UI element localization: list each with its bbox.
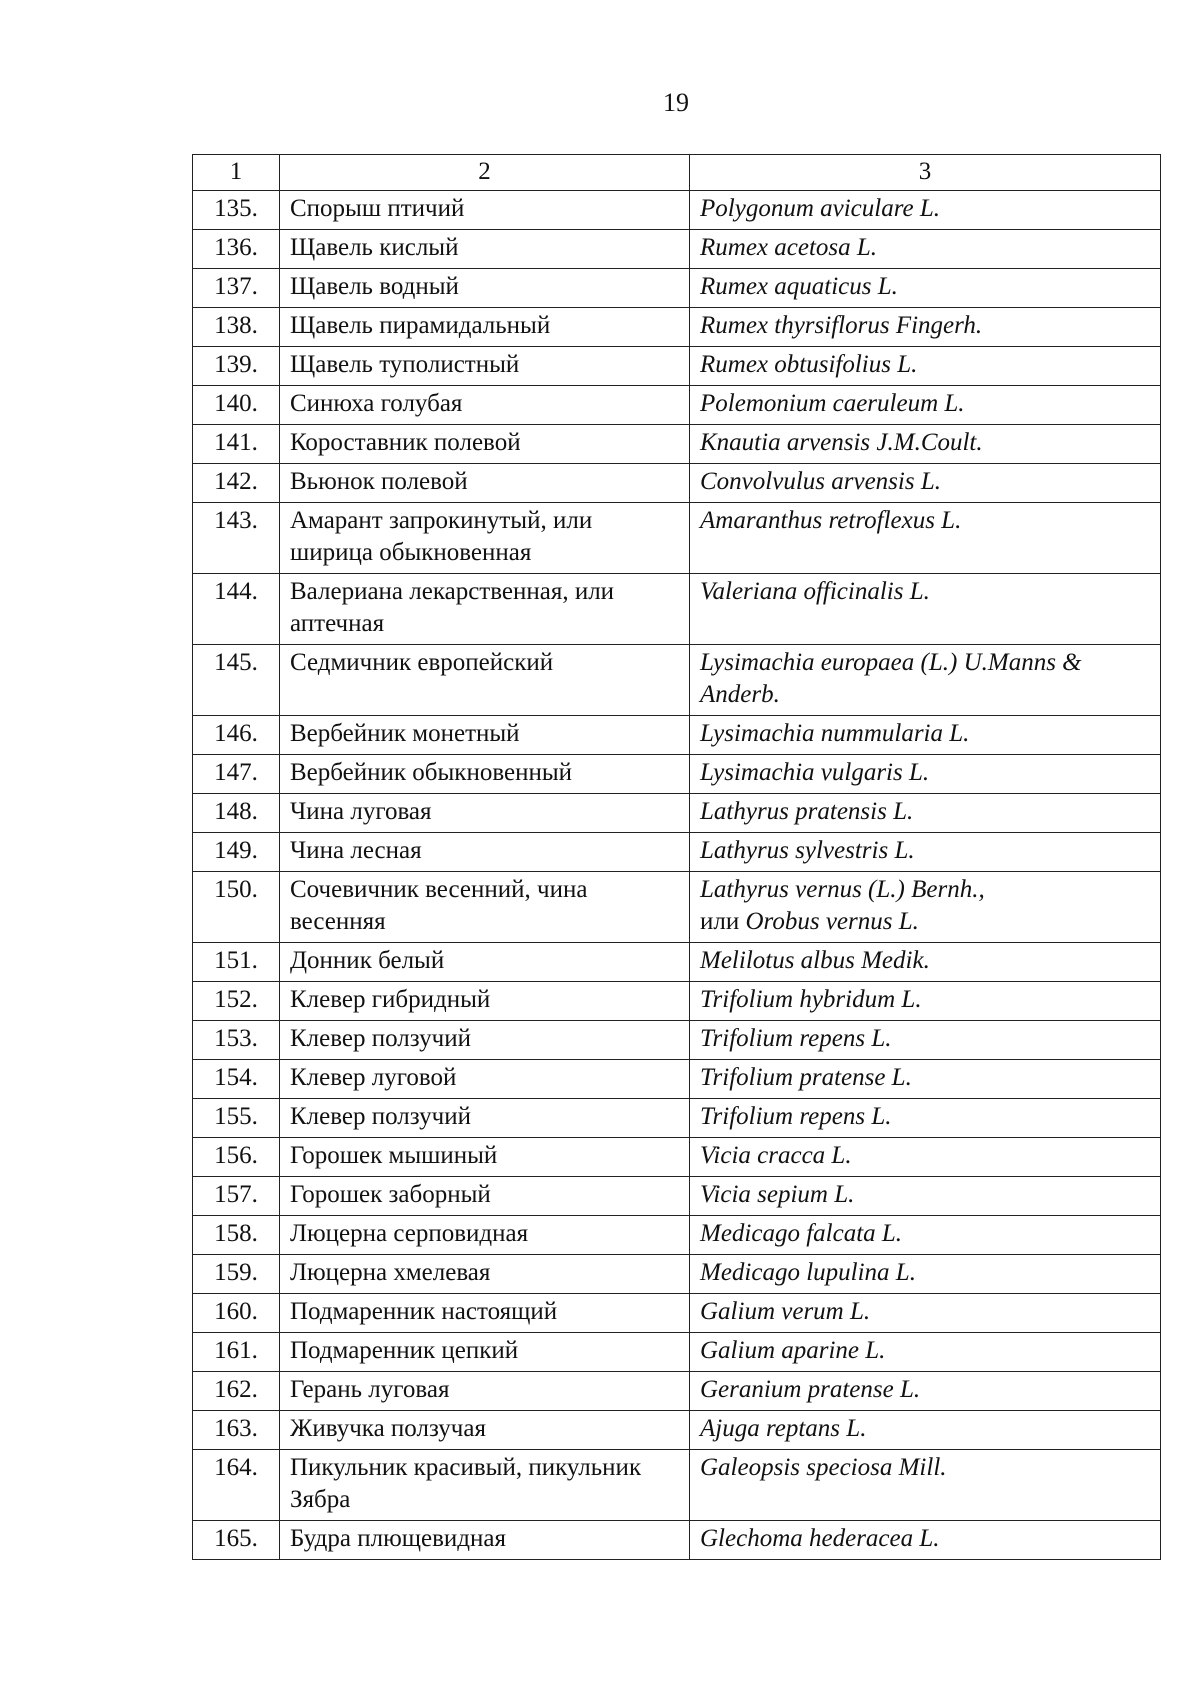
latin-name [690,1333,1161,1372]
row-number: 143. [193,503,280,574]
latin-name [690,1216,1161,1255]
latin-name-text: Vicia sepium L. [700,1181,855,1208]
russian-name: Клевер гибридный [280,982,690,1021]
latin-name [690,755,1161,794]
table-row [193,347,1161,386]
row-number: 155. [193,1099,280,1138]
table-row [193,1521,1161,1560]
latin-name [690,872,1161,943]
row-number: 137. [193,269,280,308]
row-number: 153. [193,1021,280,1060]
row-number: 159. [193,1255,280,1294]
table-row [193,308,1161,347]
russian-name: Вербейник монетный [280,716,690,755]
species-table [192,154,1161,1560]
table-row [193,191,1161,230]
latin-name-text: Polygonum aviculare L. [700,195,941,222]
latin-name-text: Rumex obtusifolius L. [700,351,918,378]
latin-name-text: Rumex aquaticus L. [700,273,898,300]
latin-name-text: Polemonium caeruleum L. [700,390,965,417]
latin-name-synonym [700,906,1152,938]
latin-name [690,574,1161,645]
russian-name: Сочевичник весенний, чина весенняя [280,872,690,943]
latin-name [690,1294,1161,1333]
russian-name: Вьюнок полевой [280,464,690,503]
table-row [193,1216,1161,1255]
latin-name-text: Lathyrus vernus (L.) Bernh., [700,876,985,903]
row-number: 141. [193,425,280,464]
russian-name: Будра плющевидная [280,1521,690,1560]
row-number: 154. [193,1060,280,1099]
russian-name: Клевер ползучий [280,1021,690,1060]
latin-name [690,308,1161,347]
russian-name: Щавель пирамидальный [280,308,690,347]
russian-name: Подмаренник настоящий [280,1294,690,1333]
russian-name: Горошек мышиный [280,1138,690,1177]
table-row [193,1450,1161,1521]
russian-name: Спорыш птичий [280,191,690,230]
latin-name-text: Trifolium pratense L. [700,1064,912,1091]
column-header-russian-name: 2 [280,155,690,191]
latin-name-text: Rumex thyrsiflorus Fingerh. [700,312,983,339]
row-number: 161. [193,1333,280,1372]
russian-name: Горошек заборный [280,1177,690,1216]
latin-name [690,645,1161,716]
latin-name-text: Melilotus albus Medik. [700,947,930,974]
latin-name-text: Valeriana officinalis L. [700,578,930,605]
row-number: 139. [193,347,280,386]
latin-name-text: Lathyrus pratensis L. [700,798,914,825]
table-row [193,386,1161,425]
latin-name-text: Lysimachia nummularia L. [700,720,970,747]
table-row [193,645,1161,716]
row-number: 165. [193,1521,280,1560]
synonym-name: Orobus vernus L. [745,908,919,935]
table-row [193,1294,1161,1333]
russian-name: Щавель туполистный [280,347,690,386]
russian-name: Валериана лекарственная, или аптечная [280,574,690,645]
latin-name-text: Galium aparine L. [700,1337,886,1364]
row-number: 142. [193,464,280,503]
latin-name-text: Rumex acetosa L. [700,234,878,261]
row-number: 156. [193,1138,280,1177]
page-number: 19 [663,88,689,117]
row-number: 146. [193,716,280,755]
latin-name-text: Ajuga reptans L. [700,1415,867,1442]
russian-name: Чина лесная [280,833,690,872]
russian-name: Седмичник европейский [280,645,690,716]
row-number: 160. [193,1294,280,1333]
table-row [193,230,1161,269]
latin-name [690,1450,1161,1521]
russian-name: Донник белый [280,943,690,982]
latin-name-text: Medicago falcata L. [700,1220,903,1247]
latin-name [690,1099,1161,1138]
russian-name: Герань луговая [280,1372,690,1411]
row-number: 162. [193,1372,280,1411]
row-number: 164. [193,1450,280,1521]
latin-name-text: Lathyrus sylvestris L. [700,837,915,864]
table-row [193,1021,1161,1060]
latin-name-text: Convolvulus arvensis L. [700,468,941,495]
table-row [193,943,1161,982]
latin-name-text: Galium verum L. [700,1298,871,1325]
latin-name [690,425,1161,464]
row-number: 135. [193,191,280,230]
row-number: 150. [193,872,280,943]
table-row [193,716,1161,755]
russian-name: Живучка ползучая [280,1411,690,1450]
russian-name: Люцерна серповидная [280,1216,690,1255]
latin-name-text: Lysimachia europaea (L.) U.Manns & Anderb. [700,649,1082,708]
latin-name [690,833,1161,872]
table-row [193,503,1161,574]
russian-name: Вербейник обыкновенный [280,755,690,794]
table-row [193,755,1161,794]
russian-name: Люцерна хмелевая [280,1255,690,1294]
table-row [193,1138,1161,1177]
latin-name-text: Trifolium repens L. [700,1025,892,1052]
table-row [193,794,1161,833]
latin-name [690,1138,1161,1177]
latin-name [690,1521,1161,1560]
latin-name [690,503,1161,574]
row-number: 163. [193,1411,280,1450]
latin-name [690,347,1161,386]
row-number: 152. [193,982,280,1021]
latin-name [690,1372,1161,1411]
row-number: 151. [193,943,280,982]
row-number: 140. [193,386,280,425]
latin-name [690,1060,1161,1099]
table-header-row [193,155,1161,191]
latin-name-text: Knautia arvensis J.M.Coult. [700,429,983,456]
latin-name-text: Amaranthus retroflexus L. [700,507,962,534]
row-number: 158. [193,1216,280,1255]
latin-name-text: Lysimachia vulgaris L. [700,759,930,786]
latin-name [690,943,1161,982]
russian-name: Подмаренник цепкий [280,1333,690,1372]
table-row [193,872,1161,943]
row-number: 149. [193,833,280,872]
table-row [193,1372,1161,1411]
latin-name [690,1177,1161,1216]
latin-name [690,230,1161,269]
latin-name [690,386,1161,425]
latin-name [690,982,1161,1021]
latin-name-text: Glechoma hederacea L. [700,1525,940,1552]
row-number: 144. [193,574,280,645]
russian-name: Короставник полевой [280,425,690,464]
latin-name [690,794,1161,833]
table-row [193,833,1161,872]
russian-name: Амарант запрокинутый, или ширица обыкновенная [280,503,690,574]
latin-name [690,1021,1161,1060]
table-row [193,269,1161,308]
russian-name: Пикульник красивый, пикульник Зябра [280,1450,690,1521]
latin-name-text: Medicago lupulina L. [700,1259,916,1286]
synonym-conjunction: или [700,908,740,935]
row-number: 148. [193,794,280,833]
table-row [193,1411,1161,1450]
latin-name [690,1255,1161,1294]
latin-name-text: Trifolium repens L. [700,1103,892,1130]
latin-name [690,1411,1161,1450]
row-number: 136. [193,230,280,269]
russian-name: Чина луговая [280,794,690,833]
table-row [193,1333,1161,1372]
latin-name [690,269,1161,308]
row-number: 157. [193,1177,280,1216]
russian-name: Щавель водный [280,269,690,308]
latin-name [690,191,1161,230]
table-row [193,464,1161,503]
row-number: 145. [193,645,280,716]
table-row [193,1255,1161,1294]
latin-name [690,716,1161,755]
table-row [193,1177,1161,1216]
russian-name: Синюха голубая [280,386,690,425]
latin-name-text: Galeopsis speciosa Mill. [700,1454,947,1481]
table-body [193,191,1161,1560]
russian-name: Щавель кислый [280,230,690,269]
table-row [193,574,1161,645]
column-header-latin-name: 3 [690,155,1161,191]
row-number: 138. [193,308,280,347]
latin-name-text: Geranium pratense L. [700,1376,921,1403]
latin-name-text: Vicia cracca L. [700,1142,852,1169]
russian-name: Клевер луговой [280,1060,690,1099]
table-row [193,982,1161,1021]
table-row [193,1099,1161,1138]
row-number: 147. [193,755,280,794]
latin-name-text: Trifolium hybridum L. [700,986,922,1013]
latin-name [690,464,1161,503]
column-header-number: 1 [193,155,280,191]
table-row [193,425,1161,464]
russian-name: Клевер ползучий [280,1099,690,1138]
table-row [193,1060,1161,1099]
